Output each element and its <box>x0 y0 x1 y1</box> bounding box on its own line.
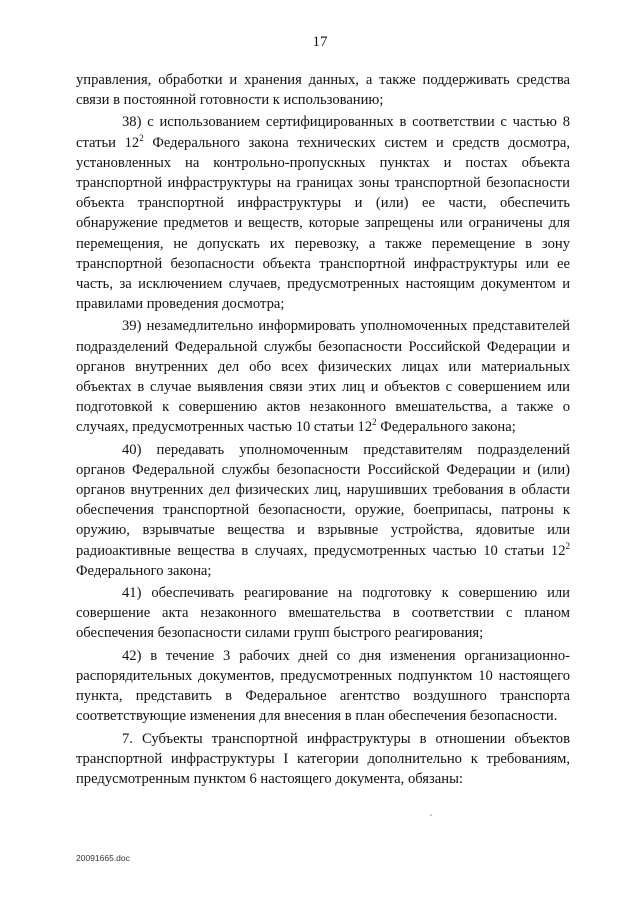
paragraph-continuation: управления, обработки и хранения данных, а также поддерживать средства связи в постоянной готовности к использованию; <box>76 72 570 109</box>
page-number: 17 <box>312 34 328 50</box>
paragraph-item-40 <box>76 440 570 581</box>
item-39-text-end: Федерального закона; <box>376 419 516 436</box>
item-38-superscript: 2 <box>139 132 144 143</box>
item-40-superscript: 2 <box>565 540 570 551</box>
paragraph-section-7: 7. Субъекты транспортной инфраструктуры в отношении объектов транспортной инфраструктуры I категории дополнительно к требованиям, предусмотренным пунктом 6 настоящего документа, обязаны: <box>76 730 570 787</box>
paragraph-item-41: 41) обеспечивать реагирование на подготовку к совершению или совершение акта незаконного вмешательства в соответствии с планом обеспечения безопасности силами групп быстрого реагирования; <box>76 585 570 642</box>
paragraph-item-42: 42) в течение 3 рабочих дней со дня изменения организационно-распорядительных документов, предусмотренных подпунктом 10 настоящего пункта, представить в Федеральное агентство воздушного транспорта соответствующие изменения для внесения в план обеспечения безопасности. <box>76 647 570 725</box>
item-39-superscript: 2 <box>372 417 377 428</box>
item-40-text-end: Федерального закона; <box>76 562 212 579</box>
scan-speck <box>430 814 432 816</box>
item-40-text-start: 40) передавать уполномоченным представителям подразделений органов Федеральной службы безопасности Российской Федерации и (или) органов внутренних дел физических лиц, нарушивших требования в области обеспечения транспортной безопасности, оружие, боеприпасы, патроны к оружию, взрывчатые вещества и взрывные устройства, ядовитые или радиоактивные вещества в случаях, предусмотренных частью 10 статьи 12 <box>76 441 570 559</box>
footer-file-code: 20091665.doc <box>76 853 130 863</box>
item-38-text-end: Федерального закона технических систем и средств досмотра, установленных на контрольно-пропускных пунктах и постах объекта транспортной инфраструктуры на границах зоны транспортной безопасности объекта транспортной инфраструктуры и (или) ее части, обеспечить обнаружение предметов и веществ, которые запрещены или ограничены для перемещения, не допускать их перевозку, а также перемещение в зону транспортной безопасности объекта транспортной инфраструктуры или ее часть, за исключением случаев, предусмотренных настоящим документом и правилами проведения досмотра; <box>76 134 571 313</box>
paragraph-item-38 <box>76 112 570 314</box>
paragraph-item-39 <box>76 316 570 437</box>
document-body <box>76 70 570 789</box>
item-39-text-start: 39) незамедлительно информировать уполномоченных представителей подразделений Федеральной службы безопасности Российской Федерации и органов внутренних дел обо всех физических лицах или материальных объектах в случае выявления связи этих лиц и объектов с совершением или подготовкой к совершению актов незаконного вмешательства, а также о случаях, предусмотренных частью 10 статьи 12 <box>76 318 570 436</box>
item-38-text-start: 38) с использованием сертифицированных в соответствии с частью 8 статьи 12 <box>76 114 570 151</box>
